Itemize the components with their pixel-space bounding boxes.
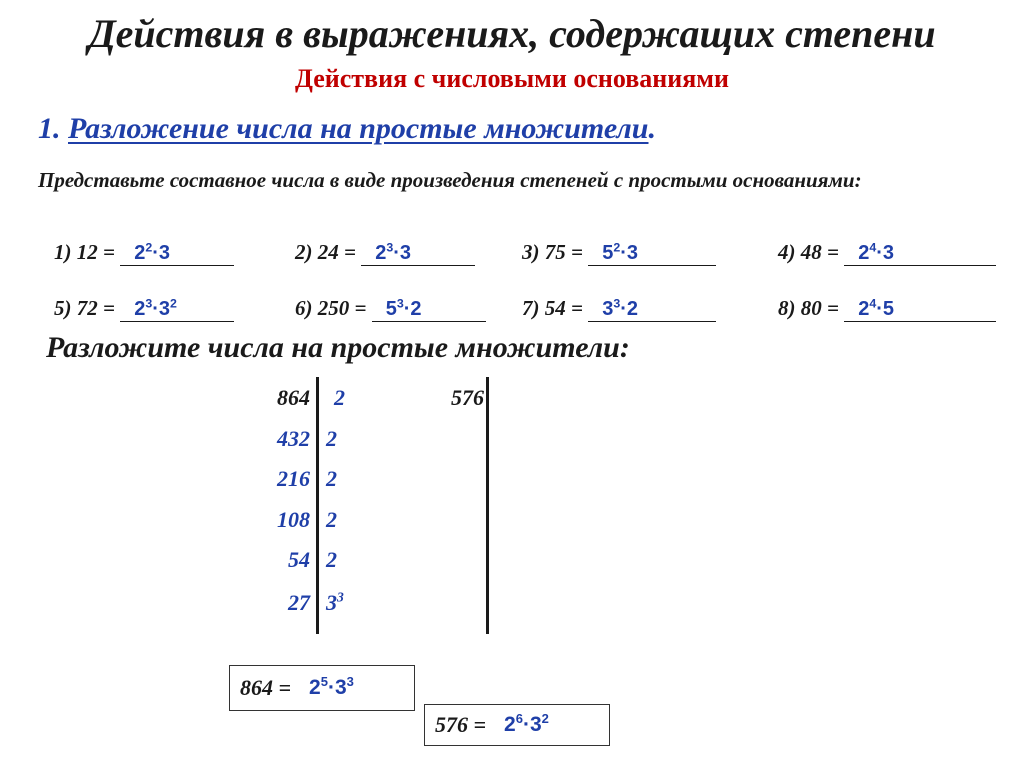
- exercise-label: 7) 54 =: [522, 296, 583, 320]
- exercise-label: 8) 80 =: [778, 296, 839, 320]
- prime-factor: $3^3$: [326, 589, 344, 615]
- exercise-label: 5) 72 =: [54, 296, 115, 320]
- task-text: Представьте составное числа в виде произведения степеней с простыми основаниями:: [38, 168, 862, 192]
- exercise-label: 6) 250 =: [295, 296, 367, 320]
- answer-field[interactable]: $5^2\cdot 3$: [588, 241, 716, 266]
- result-box-576: [424, 704, 610, 746]
- section-dot: .: [648, 112, 656, 145]
- exercise-4: [778, 240, 996, 266]
- factor-number: 108: [277, 507, 310, 532]
- exercise-3: [522, 240, 716, 266]
- answer-field[interactable]: $2^3\cdot 3$: [361, 241, 475, 266]
- divider-line-864: [316, 377, 319, 634]
- result-label: 576 =: [435, 712, 487, 737]
- answer-field[interactable]: $2^2\cdot 3$: [120, 241, 234, 266]
- factor-number: 27: [288, 590, 310, 615]
- answer-field[interactable]: $2^4\cdot 5$: [844, 297, 996, 322]
- answer-field[interactable]: $2^4\cdot 3$: [844, 241, 996, 266]
- page-title: Действия в выражениях, содержащих степени: [88, 11, 936, 56]
- prime-factor: 2: [326, 426, 337, 451]
- answer-field[interactable]: $5^3\cdot 2$: [372, 297, 486, 322]
- exercise-2: [295, 240, 475, 266]
- answer-field[interactable]: $2^3\cdot 3^2$: [120, 297, 234, 322]
- result-label: 864 =: [240, 675, 292, 700]
- exercise-5: [54, 296, 234, 322]
- factor-number: 432: [277, 426, 310, 451]
- prime-factor: 2: [334, 385, 345, 410]
- factor-number: 216: [277, 466, 310, 491]
- prime-factor: 2: [326, 507, 337, 532]
- exercise-label: 1) 12 =: [54, 240, 115, 264]
- section-text: Разложение числа на простые множители: [68, 112, 649, 145]
- divider-line-576: [486, 377, 489, 634]
- answer-field[interactable]: $3^3\cdot 2$: [588, 297, 716, 322]
- exercise-label: 4) 48 =: [778, 240, 839, 264]
- exercise-6: [295, 296, 486, 322]
- exercise-label: 2) 24 =: [295, 240, 356, 264]
- factor-number: 54: [288, 547, 310, 572]
- page-subtitle: Действия с числовыми основаниями: [295, 64, 729, 93]
- section-number: 1.: [38, 112, 61, 145]
- result-value: $2^6\cdot 3^2$: [504, 711, 549, 736]
- section-heading: [38, 112, 656, 146]
- exercise-1: [54, 240, 234, 266]
- exercise-label: 3) 75 =: [522, 240, 583, 264]
- prime-factor: 2: [326, 547, 337, 572]
- result-value: $2^5\cdot 3^3$: [309, 674, 354, 699]
- exercise-7: [522, 296, 716, 322]
- factor-number-576: 576: [451, 385, 484, 410]
- factorize-heading: Разложите числа на простые множители:: [46, 331, 630, 364]
- exercise-8: [778, 296, 996, 322]
- factor-number: 864: [277, 385, 310, 410]
- prime-factor: 2: [326, 466, 337, 491]
- result-box-864: [229, 665, 415, 711]
